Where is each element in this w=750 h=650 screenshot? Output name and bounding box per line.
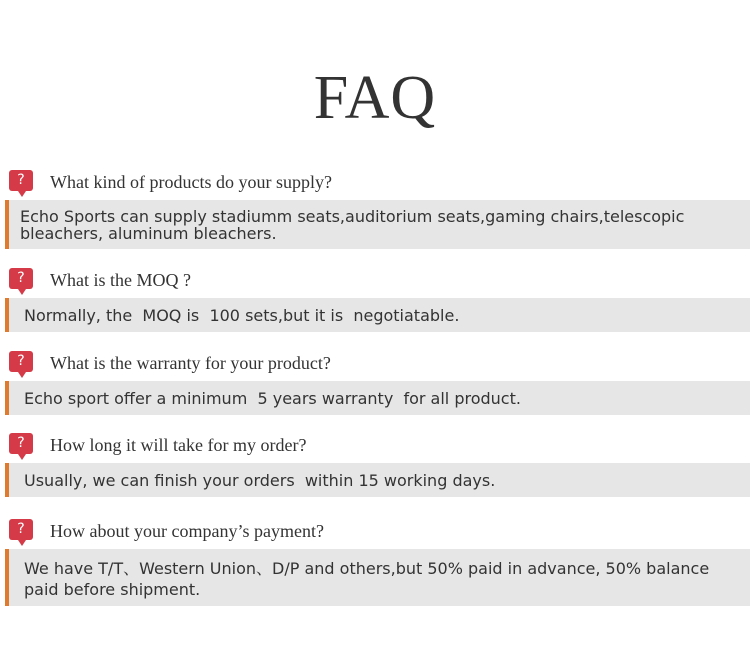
- faq-question-row: [0, 349, 750, 377]
- question-badge-icon: [9, 268, 33, 289]
- faq-question: What is the MOQ ?: [50, 270, 191, 290]
- faq-answer-box: [5, 298, 750, 332]
- question-mark: ?: [17, 435, 25, 451]
- faq-answer: Echo Sports can supply stadiumm seats,auditorium seats,gaming chairs,telescopic bleachers, aluminum bleachers.: [20, 207, 690, 243]
- faq-answer-box: [5, 381, 750, 415]
- faq-answer: Usually, we can finish your orders within 15 working days.: [24, 471, 496, 490]
- faq-answer-box: [5, 200, 750, 249]
- faq-question: What kind of products do your supply?: [50, 172, 332, 192]
- faq-question: How about your company’s payment?: [50, 521, 324, 541]
- question-badge-icon: [9, 351, 33, 372]
- faq-answer: Normally, the MOQ is 100 sets,but it is negotiatable.: [24, 306, 460, 325]
- page-title: FAQ: [313, 64, 437, 132]
- question-badge-icon: [9, 519, 33, 540]
- faq-question-row: [0, 168, 750, 196]
- faq-question: What is the warranty for your product?: [50, 353, 331, 373]
- question-mark: ?: [17, 172, 25, 188]
- faq-question-row: [0, 266, 750, 294]
- faq-answer-box: [5, 463, 750, 497]
- question-mark: ?: [17, 521, 25, 537]
- question-mark: ?: [17, 353, 25, 369]
- faq-question: How long it will take for my order?: [50, 435, 307, 455]
- question-badge-icon: [9, 170, 33, 191]
- faq-answer: We have T/T、Western Union、D/P and others,but 50% paid in advance, 50% balance paid before shipment.: [24, 559, 715, 599]
- faq-question-row: [0, 431, 750, 459]
- question-badge-icon: [9, 433, 33, 454]
- faq-answer-box: [5, 549, 750, 606]
- faq-answer: Echo sport offer a minimum 5 years warranty for all product.: [24, 389, 521, 408]
- question-mark: ?: [17, 270, 25, 286]
- faq-question-row: [0, 517, 750, 545]
